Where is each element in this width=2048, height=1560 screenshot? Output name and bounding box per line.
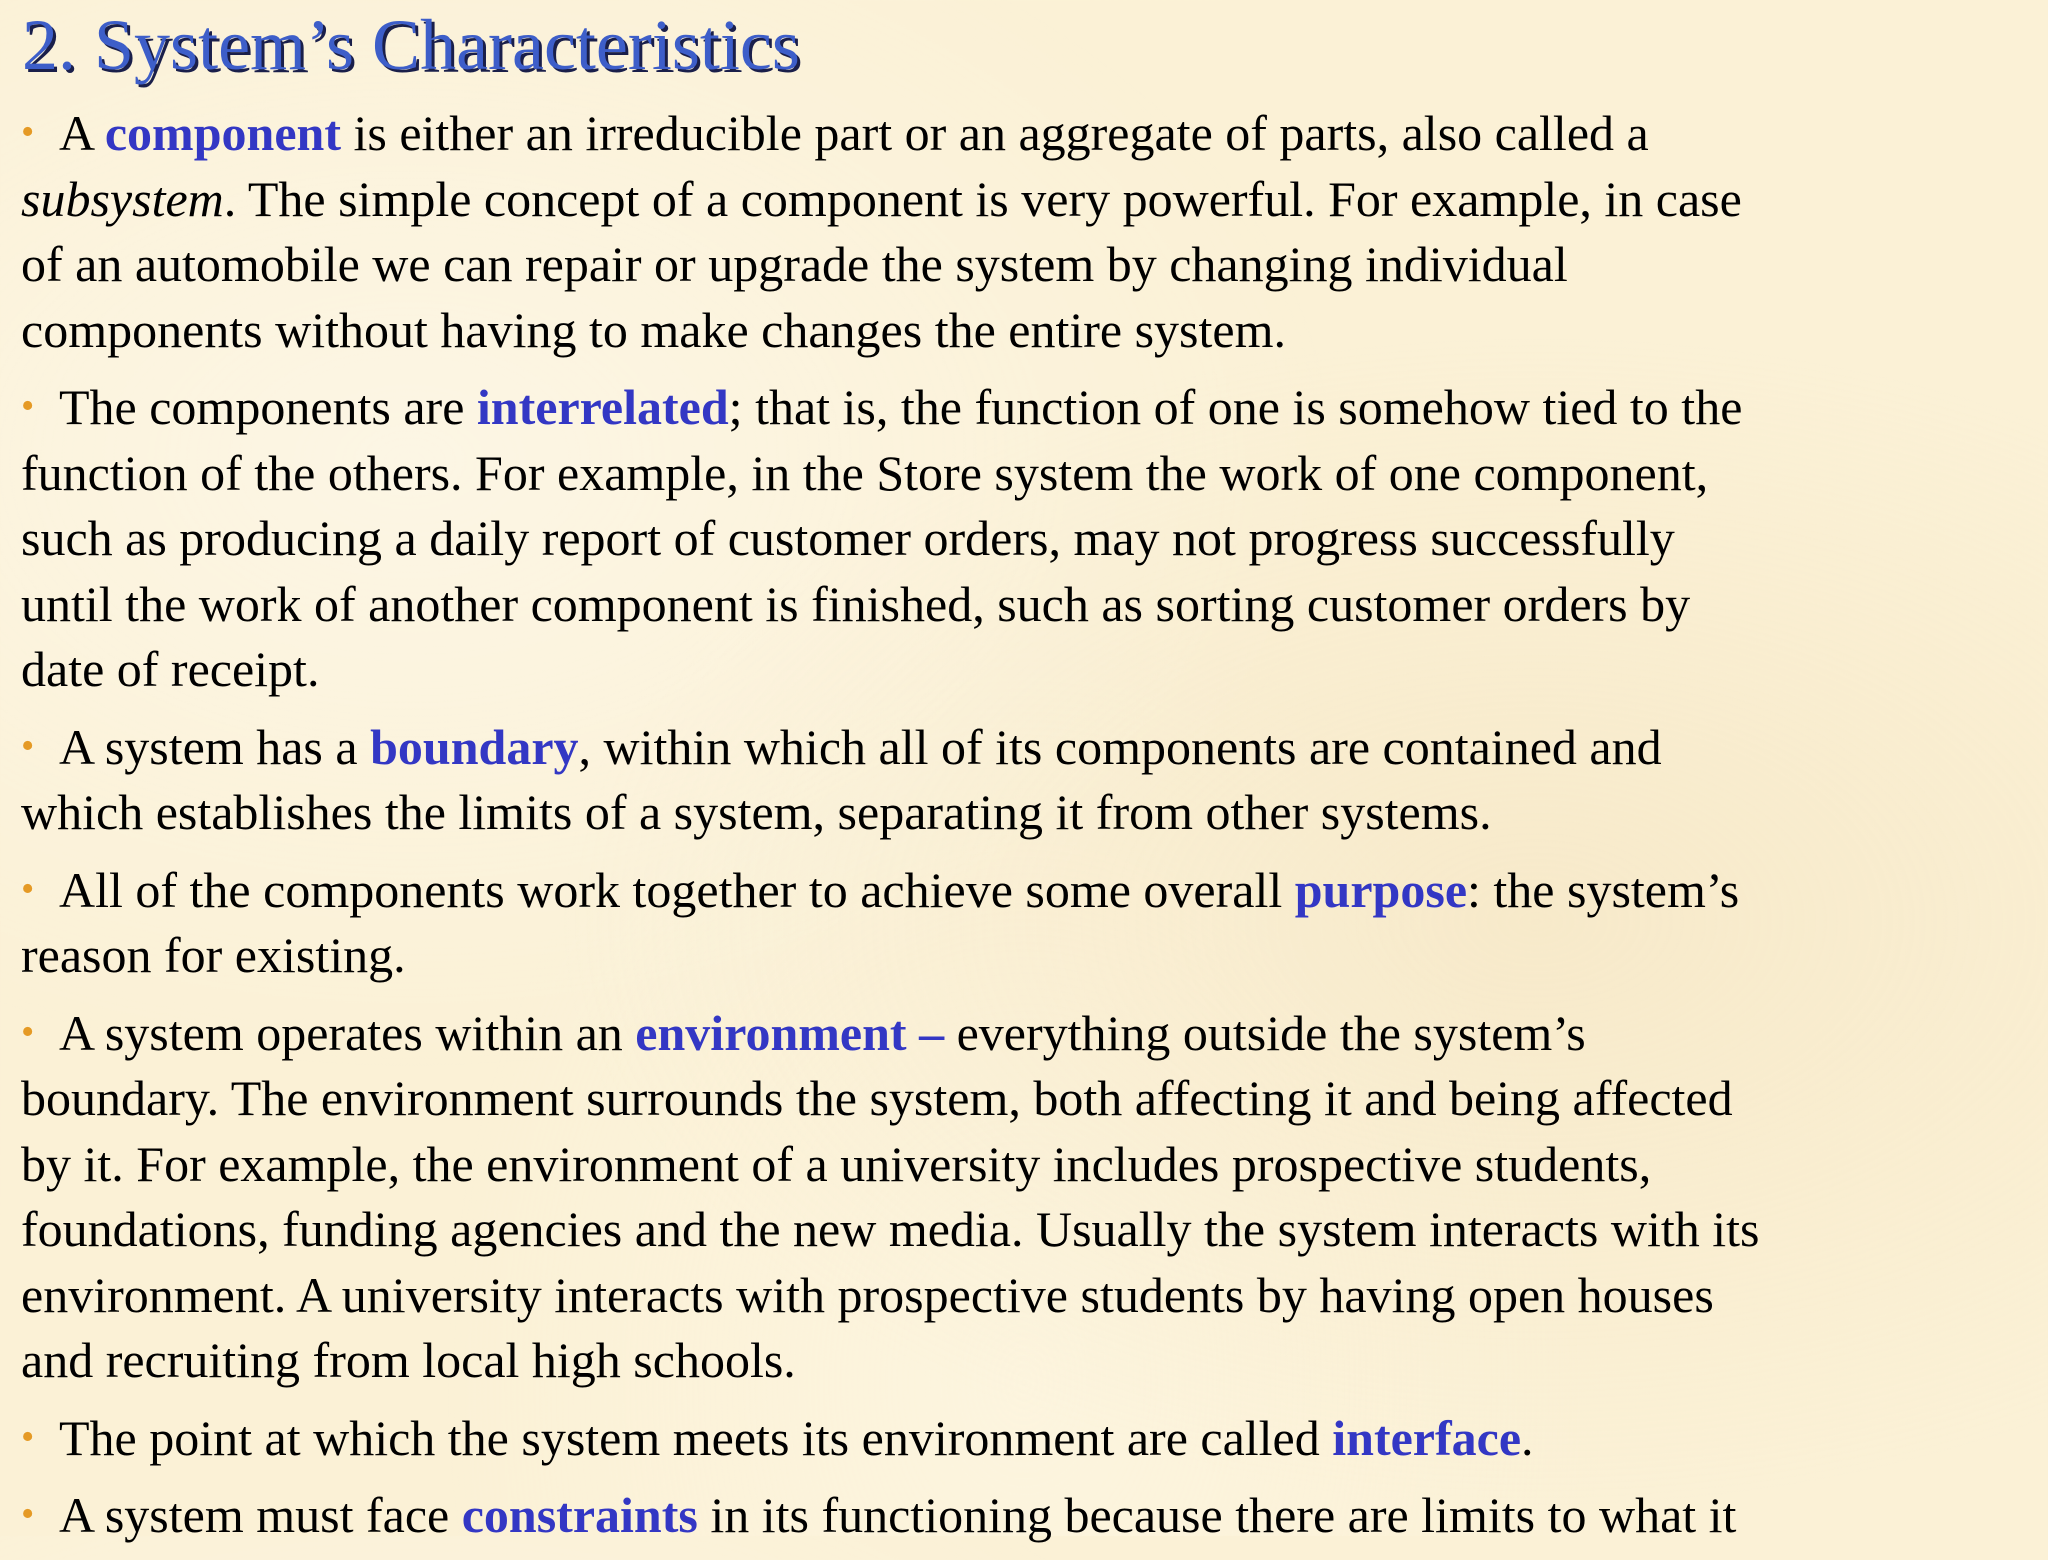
bullet-text: A system operates within an	[59, 1004, 636, 1061]
bullet-text: All of the components work together to achieve some overall	[59, 861, 1295, 918]
bullet-text: of an automobile we can repair or upgrade the system by changing individual	[21, 236, 1568, 292]
bullet-text: ; that is, the function of one is somehow tied to the	[728, 379, 1743, 435]
bullet-text: foundations, funding agencies and the new media. Usually the system interacts with its	[21, 1201, 1760, 1257]
keyword-interface: interface	[1332, 1409, 1522, 1466]
keyword-environment: environment –	[635, 1004, 945, 1061]
bullet-text: everything outside the system’s	[944, 1004, 1586, 1061]
bullet-text: date of receipt.	[21, 641, 320, 697]
bullet-text: , within which all of its components are contained and	[578, 718, 1662, 775]
keyword-purpose: purpose	[1294, 861, 1468, 918]
bullet-text: : the system’s	[1467, 861, 1740, 918]
term-subsystem: subsystem	[21, 170, 224, 227]
bullet-component	[21, 100, 2031, 363]
bullet-dot-icon: •	[21, 1415, 35, 1458]
bullet-dot-icon: •	[21, 111, 35, 153]
bullet-text: function of the others. For example, in the Store system the work of one component,	[21, 444, 1709, 501]
bullet-list	[21, 100, 2031, 1560]
keyword-constraints: constraints	[461, 1487, 698, 1543]
bullet-text: reason for existing.	[21, 927, 406, 983]
bullet-text: . The simple concept of a component is very powerful. For example, in case	[223, 170, 1742, 227]
bullet-dot-icon: •	[21, 1010, 35, 1053]
bullet-text: .	[1521, 1409, 1534, 1466]
bullet-text: A	[59, 105, 105, 161]
bullet-interrelated	[21, 374, 2031, 703]
bullet-dot-icon: •	[21, 724, 35, 767]
bullet-environment	[21, 1000, 2031, 1394]
bullet-text: is either an irreducible part or an aggregate of parts, also called a	[340, 105, 1649, 161]
bullet-text: and recruiting from local high schools.	[21, 1332, 796, 1388]
keyword-interrelated: interrelated	[476, 379, 729, 435]
bullet-text: A system has a	[59, 718, 371, 775]
bullet-text: The point at which the system meets its environment are called	[59, 1409, 1333, 1466]
keyword-component: component	[104, 105, 341, 161]
bullet-dot-icon: •	[21, 385, 35, 427]
bullet-purpose	[21, 857, 2031, 989]
bullet-boundary	[21, 714, 2031, 846]
bullet-text: components without having to make changes the entire system.	[21, 301, 1286, 358]
bullet-dot-icon: •	[21, 867, 35, 910]
bullet-text: by it. For example, the environment of a university includes prospective students,	[21, 1135, 1652, 1192]
bullet-constraints	[21, 1482, 2031, 1549]
bullet-text: in its functioning because there are limits to what it	[697, 1487, 1737, 1543]
bullet-text: environment. A university interacts with prospective students by having open houses	[21, 1266, 1714, 1323]
bullet-dot-icon: •	[21, 1493, 35, 1535]
bullet-text: such as producing a daily report of customer orders, may not progress successfully	[21, 510, 1675, 566]
bullet-interface	[21, 1405, 2031, 1472]
bullet-text: The components are	[59, 379, 477, 435]
keyword-boundary: boundary	[370, 718, 579, 775]
slide-title: 2. System’s Characteristics	[22, 5, 800, 85]
bullet-text: boundary. The environment surrounds the system, both affecting it and being affected	[21, 1070, 1733, 1126]
bullet-text: until the work of another component is finished, such as sorting customer orders by	[21, 575, 1691, 632]
bullet-text: A system must face	[59, 1487, 462, 1543]
bullet-text: which establishes the limits of a system, separating it from other systems.	[21, 784, 1492, 840]
